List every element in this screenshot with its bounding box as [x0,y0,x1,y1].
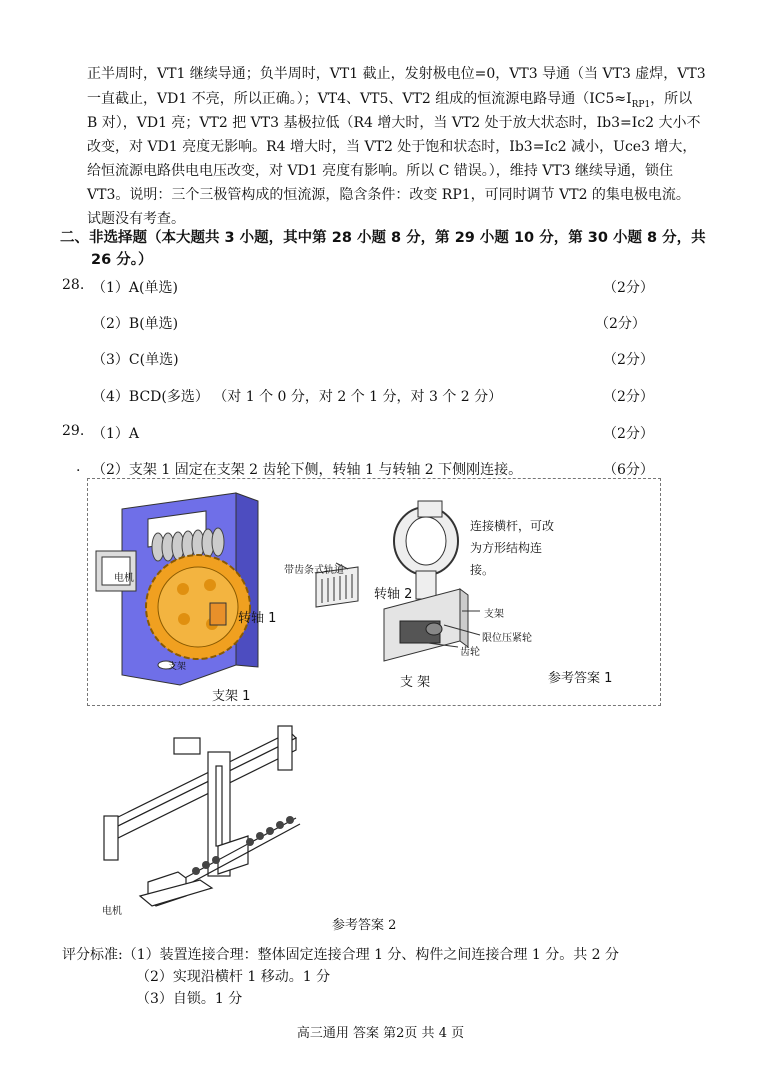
gear-label: 齿轮 [460,647,480,658]
note-line: 接。 [470,563,495,577]
grading-line: （3）自锁。1 分 [136,991,243,1007]
text-line: VT3。说明：三个三极管构成的恒流源，隐含条件：改变 RP1，可同时调节 VT2 的集电极电流。 [87,187,690,203]
figure-1-box [87,478,661,706]
shaft-1-label: 转轴 1 [238,611,277,626]
text-line: B 对），VD1 亮；VT2 把 VT3 基极拉低（R4 增大时，当 VT2 处于放大状态时，Ib3=Ic2 大小不 [87,115,701,131]
bracket-2-drawing [316,501,480,661]
answer-item: （4）BCD(多选） （对 1 个 0 分，对 2 个 1 分，对 3 个 2 分） [92,389,503,405]
score: （2分） [603,389,654,405]
section-heading-cont: 26 分。） [91,252,153,268]
text-line: 改变，对 VD1 亮度无影响。R4 增大时，当 VT2 处于饱和状态时，Ib3=Ic2 减小，Uce3 增大， [87,139,697,155]
text-line: 试题没有考查。 [87,211,185,227]
bracket-small-label: 支架 [168,662,187,672]
stray-dot: . [76,459,81,475]
text-line: 给恒流源电路供电电压改变，对 VD1 亮度有影响。所以 C 错误。），维持 VT3 继续导通，锁住 [87,163,674,179]
shaft-2-label: 转轴 2 [374,587,413,602]
bracket-label: 支架 [484,609,504,620]
answer-item: （1）A(单选) [92,280,178,296]
track-label: 带齿条式轨道 [284,565,344,576]
text-line: 一直截止，VD1 不亮，所以正确。）；VT4、VT5、VT2 组成的恒流源电路导通（$IC5\approx I_{RP1}$，所以 [87,91,693,110]
limit-wheel-label: 限位压紧轮 [482,633,532,644]
subscript: RP1 [631,99,651,110]
bracket-1-drawing [96,493,258,685]
score: （2分） [595,316,646,332]
answer-item: （3）C(单选) [92,352,179,368]
bracket-1-label: 支架 1 [212,689,251,704]
answer-item: （1）A [92,426,140,442]
motor-label: 电机 [114,573,134,584]
page-footer: 高三通用 答案 第2页 共 4 页 [296,1026,465,1041]
text-line: 正半周时，VT1 继续导通；负半周时，VT1 截止，发射极电位=0，VT3 导通（当 VT3 虚焊，VT3 [87,66,706,82]
bracket-2-label: 支 架 [400,675,431,690]
answer-1-caption: 参考答案 1 [548,671,613,686]
motor-label-2: 电机 [102,906,122,917]
figure-2-drawing [100,724,320,920]
question-number: 29. [62,423,85,439]
score: （6分） [603,462,654,478]
section-heading: 二、非选择题（本大题共 3 小题，其中第 28 小题 8 分，第 29 小题 10 分，第 30 小题 8 分，共 [60,230,706,246]
grading-line: （2）实现沿横杆 1 移动。1 分 [136,969,331,985]
question-number: 28. [62,277,85,293]
answer-item: （2）B(单选) [92,316,179,332]
score: （2分） [603,426,654,442]
grading-line: 评分标准:（1）装置连接合理：整体固定连接合理 1 分、构件之间连接合理 1 分。共 2 分 [62,947,620,963]
answer-2-caption: 参考答案 2 [332,918,397,933]
score: （2分） [603,352,654,368]
note-line: 连接横杆，可改 [470,519,555,533]
score: （2分） [603,280,654,296]
note-line: 为方形结构连 [470,541,543,555]
answer-item: （2）支架 1 固定在支架 2 齿轮下侧，转轴 1 与转轴 2 下侧刚连接。 [92,462,523,478]
